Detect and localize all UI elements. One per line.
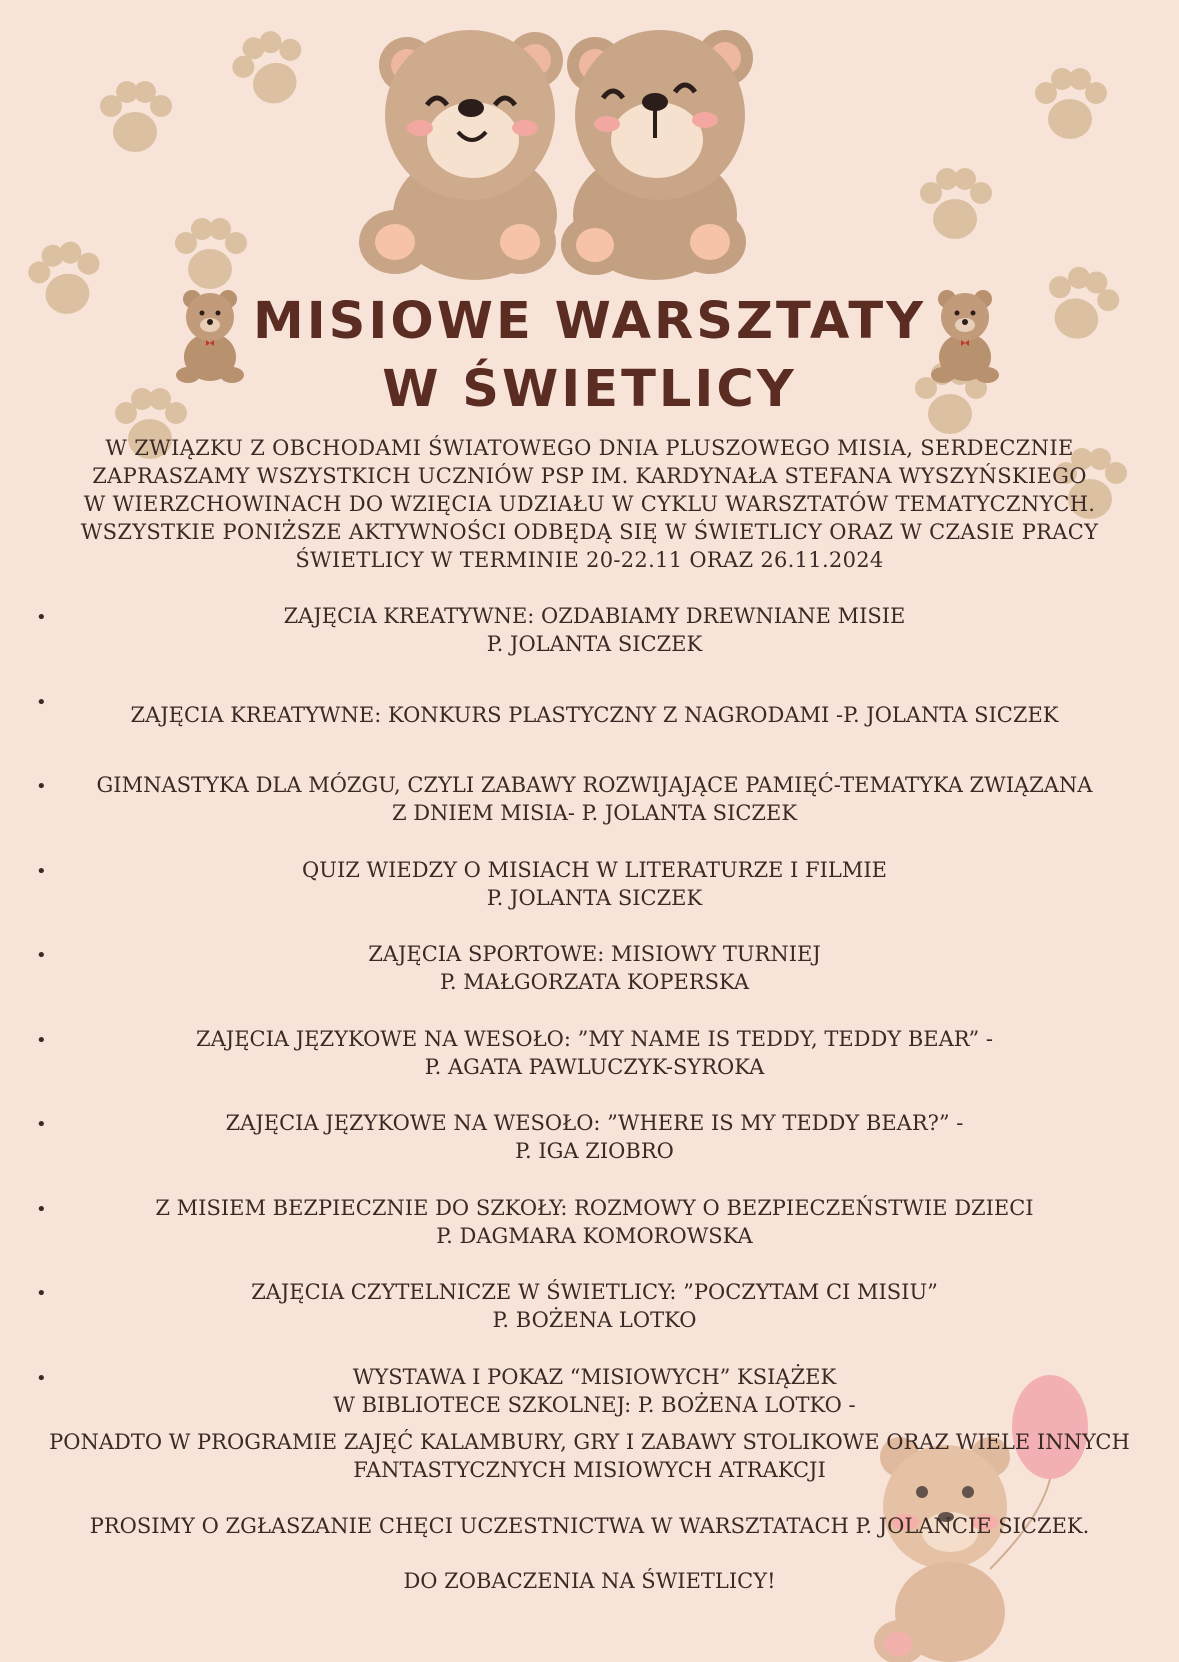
bullet-icon: • <box>36 691 47 713</box>
title-line-1: MISIOWE WARSZTATY <box>252 292 927 351</box>
list-item <box>0 1025 1179 1081</box>
bullet-icon: • <box>36 776 47 797</box>
intro-line: W ZWIĄZKU Z OBCHODAMI ŚWIATOWEGO DNIA PLUSZOWEGO MISIA, SERDECZNIE <box>105 436 1074 460</box>
list-item <box>0 771 1179 827</box>
activity-leader: W BIBLIOTECE SZKOLNEJ: P. BOŻENA LOTKO - <box>333 1392 856 1417</box>
list-item <box>0 1109 1179 1165</box>
list-item <box>0 1278 1179 1334</box>
activities-list <box>0 602 1179 1447</box>
intro-paragraph <box>40 434 1139 574</box>
list-item <box>0 687 1179 743</box>
activity-title: QUIZ WIEDZY O MISIACH W LITERATURZE I FILMIE <box>302 857 887 882</box>
teddy-bear-icon <box>359 30 563 280</box>
activity-title: Z MISIEM BEZPIECZNIE DO SZKOŁY: ROZMOWY O BEZPIECZEŃSTWIE DZIECI <box>155 1195 1034 1220</box>
bullet-icon: • <box>36 1114 47 1135</box>
bullet-icon: • <box>36 1029 47 1051</box>
activity-title: ZAJĘCIA SPORTOWE: MISIOWY TURNIEJ <box>368 942 821 966</box>
activity-title: ZAJĘCIA JĘZYKOWE NA WESOŁO: ”MY NAME IS TEDDY, TEDDY BEAR” - <box>196 1026 993 1051</box>
paw-print-icon <box>920 168 992 239</box>
activity-leader: P. JOLANTA SICZEK <box>486 632 703 656</box>
list-item <box>0 1363 1179 1419</box>
activity-leader: P. DAGMARA KOMOROWSKA <box>436 1223 753 1248</box>
intro-line: ŚWIETLICY W TERMINIE 20-22.11 ORAZ 26.11.2024 <box>295 548 884 572</box>
intro-line: ZAPRASZAMY WSZYSTKICH UCZNIÓW PSP IM. KARDYNAŁA STEFANA WYSZYŃSKIEGO <box>92 464 1087 488</box>
extra-line-2: FANTASTYCZNYCH MISIOWYCH ATRAKCJI <box>353 1458 826 1482</box>
activity-leader: P. AGATA PAWLUCZYK-SYROKA <box>424 1054 765 1079</box>
paw-print-icon <box>224 23 316 114</box>
paw-print-icon <box>1035 68 1107 139</box>
activity-title: WYSTAWA I POKAZ “MISIOWYCH” KSIĄŻEK <box>352 1364 837 1389</box>
intro-line: WSZYSTKIE PONIŻSZE AKTYWNOŚCI ODBĘDĄ SIĘ W ŚWIETLICY ORAZ W CZASIE PRACY <box>80 520 1099 544</box>
activity-title: GIMNASTYKA DLA MÓZGU, CZYLI ZABAWY ROZWIJAJĄCE PAMIĘĆ-TEMATYKA ZWIĄZANA <box>96 773 1093 797</box>
intro-line: W WIERZCHOWINACH DO WZIĘCIA UDZIAŁU W CYKLU WARSZTATÓW TEMATYCZNYCH. <box>83 492 1096 516</box>
activity-leader: Z DNIEM MISIA- P. JOLANTA SICZEK <box>391 801 798 825</box>
activity-leader: P. MAŁGORZATA KOPERSKA <box>439 970 750 994</box>
activity-leader: P. IGA ZIOBRO <box>515 1139 674 1163</box>
activity-title: ZAJĘCIA JĘZYKOWE NA WESOŁO: ”WHERE IS MY TEDDY BEAR?” - <box>225 1111 964 1135</box>
activity-leader: P. BOŻENA LOTKO <box>492 1308 697 1332</box>
extra-line-1: PONADTO W PROGRAMIE ZAJĘĆ KALAMBURY, GRY I ZABAWY STOLIKOWE ORAZ WIELE INNYCH <box>49 1430 1130 1454</box>
activity-title: ZAJĘCIA KREATYWNE: KONKURS PLASTYCZNY Z NAGRODAMI -P. JOLANTA SICZEK <box>130 702 1059 727</box>
teddy-bears-illustration <box>355 10 775 285</box>
signup-request <box>0 1512 1179 1540</box>
activity-leader: P. JOLANTA SICZEK <box>486 885 703 910</box>
list-item <box>0 1194 1179 1250</box>
list-item <box>0 602 1179 658</box>
bullet-icon: • <box>36 860 47 882</box>
bullet-icon: • <box>36 607 47 628</box>
bullet-icon: • <box>36 1198 47 1220</box>
paw-print-icon <box>100 81 172 152</box>
activity-title: ZAJĘCIA KREATYWNE: OZDABIAMY DREWNIANE MISIE <box>283 604 906 628</box>
bullet-icon: • <box>36 1367 47 1389</box>
closing <box>0 1567 1179 1595</box>
paw-print-icon <box>175 218 247 289</box>
list-item <box>0 856 1179 912</box>
title-line-2: W ŚWIETLICY <box>382 360 797 419</box>
list-item <box>0 940 1179 996</box>
page-title <box>0 288 1179 424</box>
closing-text: DO ZOBACZENIA NA ŚWIETLICY! <box>403 1569 776 1593</box>
bullet-icon: • <box>36 945 47 966</box>
extra-attractions <box>0 1428 1179 1484</box>
teddy-bear-icon <box>561 30 753 280</box>
bullet-icon: • <box>36 1283 47 1304</box>
request-text: PROSIMY O ZGŁASZANIE CHĘCI UCZESTNICTWA W WARSZTATACH P. JOLANCIE SICZEK. <box>89 1514 1090 1538</box>
activity-title: ZAJĘCIA CZYTELNICZE W ŚWIETLICY: ”POCZYTAM CI MISIU” <box>251 1280 938 1304</box>
